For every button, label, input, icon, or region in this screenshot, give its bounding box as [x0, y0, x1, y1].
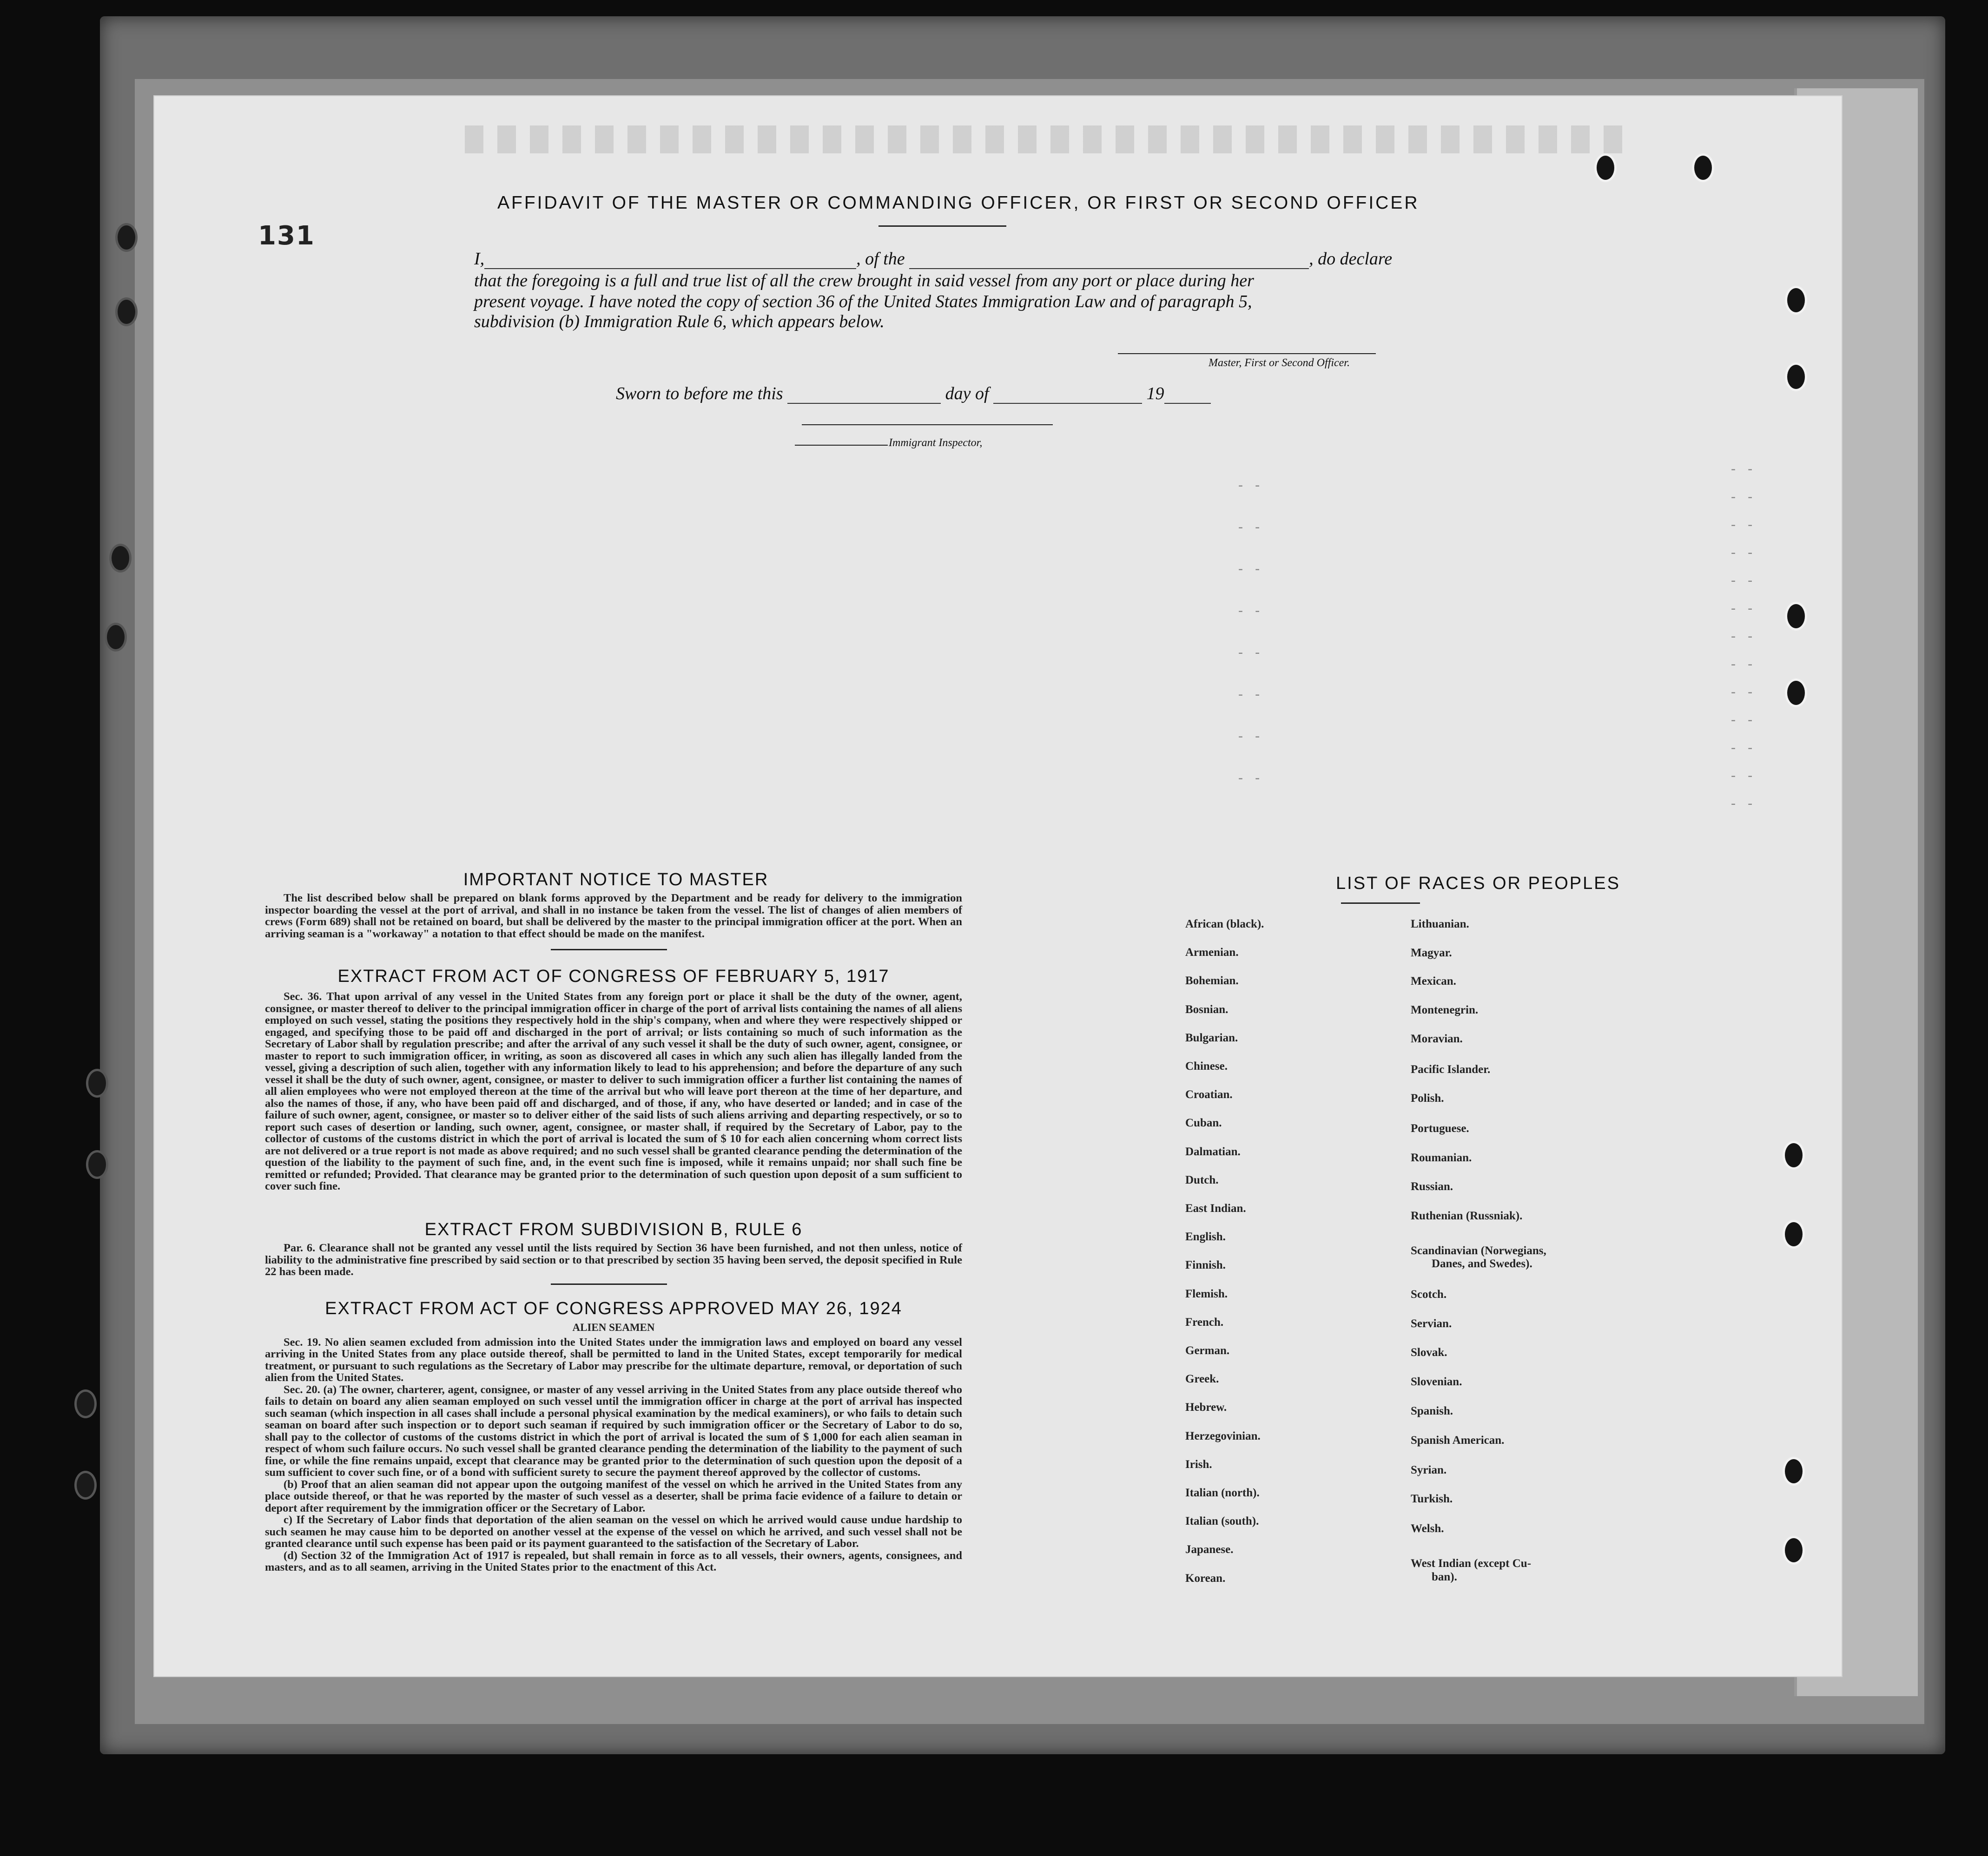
race-item: Spanish.	[1411, 1405, 1453, 1417]
punch-hole-icon	[1783, 1457, 1805, 1486]
notice-paragraph: The list described below shall be prepared on blank forms approved by the Department and be ready for delivery to the immigration inspector boarding the vessel at the port of arrival, and shall in no instance be taken from the vessel. The list of changes of alien members of crews (Form 689) shall not be retained on board, but shall be delivered by the master to the principal immigration officer at the port. When an arriving seaman is a "workaway" a notation to that effect should be made on the manifest.	[265, 892, 962, 940]
race-item: English.	[1185, 1231, 1226, 1244]
alien-seamen-subtitle: ALIEN SEAMEN	[572, 1322, 655, 1333]
punch-hole-icon	[115, 223, 138, 252]
race-item: Russian.	[1411, 1180, 1453, 1193]
section-20a-paragraph: Sec. 20. (a) The owner, charterer, agent, consignee, or master of any vessel arriving in the United States from any place outside thereof who fails to detain on board any alien seaman employed on such vessel until the immigration officer in charge at the port of arrival has inspected such seaman (which inspection in all cases shall include a personal physical examination by the medical examiners), or who fails to detain such seaman on board after such inspection or to deport such seaman if required by such immigration officer or the Secretary of Labor to do so, shall pay to the collector of customs of the customs district in which the port of arrival is located the sum of $ 1,000 for each alien seaman in respect of whom such failure occurs. No such vessel shall be granted clearance pending the determination of the liability to the payment of such fine, or while the fine remains unpaid, except that clearance may be granted prior to the determination of such question upon the deposit of a sum sufficient to cover such fine, or of a bond with sufficient surety to secure the payment thereof approved by the collector of customs.	[265, 1383, 962, 1479]
race-item: Flemish.	[1185, 1287, 1228, 1300]
faint-dashes: - - - - - - - - - - - - - - - - - - - - - - - - - -	[1729, 461, 1755, 812]
page-number-stamp: 131	[258, 221, 315, 251]
race-item: Italian (north).	[1185, 1487, 1260, 1499]
section-19-paragraph: Sec. 19. No alien seamen excluded from admission into the United States under the immigration laws and employed on board any vessel arriving in the United States from any place outside thereof, shall be permitted to land in the United States, except temporarily for medical treatment, or pursuant to such regulations as the Secretary of Labor may prescribe for the ultimate departure, removal, or deportation of such alien from the United States.	[265, 1336, 962, 1384]
affidavit-title: AFFIDAVIT OF THE MASTER OR COMMANDING OFFICER, OR FIRST OR SECOND OFFICER	[497, 193, 1420, 213]
races-title: LIST OF RACES OR PEOPLES	[1336, 874, 1620, 893]
race-item: Pacific Islander.	[1411, 1063, 1491, 1076]
extract-1917-title: EXTRACT FROM ACT OF CONGRESS OF FEBRUARY 5, 1917	[337, 967, 890, 986]
notice-rule	[551, 949, 667, 950]
punch-hole-icon	[74, 1471, 97, 1500]
sworn-month-blank[interactable]	[993, 389, 1142, 404]
punch-hole-icon	[1783, 1220, 1805, 1249]
rule6-text	[265, 1242, 962, 1278]
punch-hole-icon	[86, 1150, 108, 1179]
race-item: Scotch.	[1411, 1288, 1447, 1301]
race-item: Scandinavian (Norwegians,	[1411, 1244, 1546, 1257]
races-title-rule	[1341, 902, 1420, 904]
race-item: Mexican.	[1411, 975, 1456, 987]
master-signature-line	[1118, 353, 1376, 354]
race-item: ban).	[1432, 1571, 1457, 1583]
punch-hole-icon	[1785, 678, 1807, 707]
punch-hole-icon	[105, 623, 127, 652]
faint-dashes: - - - - - - - - - - - - - - - -	[1236, 477, 1262, 786]
notice-text	[265, 892, 962, 940]
race-item: East Indian.	[1185, 1202, 1246, 1215]
race-item: Italian (south).	[1185, 1515, 1259, 1528]
affidavit-title-rule	[878, 225, 1006, 227]
sworn-month-prefix: day of	[945, 384, 989, 403]
section-20d-paragraph: (d) Section 32 of the Immigration Act of 1917 is repealed, but shall remain in force as to all vessels, their owners, agents, consignees, and masters, and as to all seamen, arriving in the United States prior to the enactment of this Act.	[265, 1549, 962, 1573]
punch-hole-icon	[1692, 153, 1714, 182]
declarant-name-blank[interactable]	[484, 254, 856, 269]
punch-hole-icon	[1785, 286, 1807, 315]
race-item: Dalmatian.	[1185, 1145, 1241, 1158]
race-item: Greek.	[1185, 1373, 1219, 1386]
punch-hole-icon	[1785, 362, 1807, 391]
race-item: Roumanian.	[1411, 1152, 1472, 1164]
race-item: Bosnian.	[1185, 1003, 1228, 1016]
punch-hole-icon	[115, 297, 138, 326]
race-item: Lithuanian.	[1411, 918, 1469, 930]
paragraph-6: Par. 6. Clearance shall not be granted any vessel until the lists required by Section 36 have been furnished, and not then unless, notice of liability to the administrative fine prescribed by said section or to that prescribed by section 35 having been served, the deposit specified in Rule 22 has been made.	[265, 1242, 962, 1278]
sworn-year-blank[interactable]	[1164, 389, 1211, 404]
extract-1924-text	[265, 1321, 962, 1573]
race-item: Moravian.	[1411, 1033, 1463, 1045]
extract-1917-text	[265, 991, 962, 1192]
inspector-prefix-line	[795, 445, 888, 446]
master-signature-label: Master, First or Second Officer.	[1209, 357, 1350, 369]
race-item: Dutch.	[1185, 1173, 1219, 1186]
punch-hole-icon	[1783, 1536, 1805, 1565]
bleed-through	[465, 125, 1627, 153]
race-item: Montenegrin.	[1411, 1004, 1479, 1016]
race-item: French.	[1185, 1316, 1224, 1329]
inspector-label: Immigrant Inspector,	[889, 437, 983, 449]
race-item: Croatian.	[1185, 1088, 1233, 1101]
sworn-prefix: Sworn to before me this	[616, 384, 783, 403]
race-item: Armenian.	[1185, 946, 1239, 959]
race-item: Irish.	[1185, 1458, 1212, 1471]
race-item: Hebrew.	[1185, 1401, 1227, 1414]
affidavit-text-line: present voyage. I have noted the copy of section 36 of the United States Immigration Law and of paragraph 5,	[474, 292, 1252, 311]
race-item: African (black).	[1185, 918, 1264, 930]
declarant-prefix: I,	[474, 249, 485, 269]
declare-text: , do declare	[1309, 249, 1393, 269]
sworn-line	[616, 383, 1211, 404]
rule6-rule	[551, 1283, 667, 1285]
race-item: Magyar.	[1411, 947, 1452, 959]
affidavit-text-line: that the foregoing is a full and true list of all the crew brought in said vessel from any port or place during her	[474, 271, 1254, 290]
race-item: Portuguese.	[1411, 1122, 1469, 1135]
punch-hole-icon	[1594, 153, 1617, 182]
race-item: Herzegovinian.	[1185, 1429, 1261, 1442]
race-item: West Indian (except Cu-	[1411, 1557, 1532, 1570]
punch-hole-icon	[86, 1069, 108, 1098]
race-item: Polish.	[1411, 1092, 1444, 1105]
race-item: Bohemian.	[1185, 974, 1239, 987]
rule6-title: EXTRACT FROM SUBDIVISION B, RULE 6	[424, 1220, 803, 1239]
race-item: Bulgarian.	[1185, 1031, 1238, 1044]
race-item: Finnish.	[1185, 1259, 1226, 1272]
punch-hole-icon	[1783, 1141, 1805, 1170]
vessel-name-blank[interactable]	[909, 254, 1309, 269]
race-item: German.	[1185, 1344, 1230, 1357]
race-item: Slovenian.	[1411, 1376, 1462, 1388]
punch-hole-icon	[74, 1389, 97, 1418]
section-20b-paragraph: (b) Proof that an alien seaman did not appear upon the outgoing manifest of the vessel on which he arrived in the United States from any place outside thereof, or that he was reported by the master of such vessel as a deserter, shall be prima facie evidence of a failure to detain or deport after requirement by the immigration officer or the Secretary of Labor.	[265, 1478, 962, 1514]
race-item: Servian.	[1411, 1317, 1452, 1330]
punch-hole-icon	[109, 544, 132, 573]
race-item: Japanese.	[1185, 1543, 1234, 1556]
race-item: Ruthenian (Russniak).	[1411, 1210, 1523, 1222]
race-item: Spanish American.	[1411, 1434, 1505, 1447]
race-item: Slovak.	[1411, 1346, 1447, 1359]
vessel-prefix: , of the	[856, 249, 905, 269]
punch-hole-icon	[1785, 602, 1807, 631]
section-20c-paragraph: c) If the Secretary of Labor finds that deportation of the alien seaman on the vessel on which he arrived would cause undue hardship to such seamen he may cause him to be deported on another vessel at the expense of the vessel on which he arrived, and such vessel shall not be granted clearance until such expense has been paid or its payment guaranteed to the satisfaction of the Secretary of Labor.	[265, 1514, 962, 1550]
race-item: Danes, and Swedes).	[1432, 1257, 1532, 1270]
race-item: Welsh.	[1411, 1522, 1444, 1535]
section-36-paragraph: Sec. 36. That upon arrival of any vessel in the United States from any foreign port or place it shall be the duty of the owner, agent, consignee, or master thereof to deliver to the principal immigration officer in charge of the port of arrival lists containing the names of all aliens employed on such vessel, stating the positions they respectively hold in the ship's company, when and where they were respectively shipped or engaged, and specifying those to be paid off and discharged in the port of arrival; or lists containing so much of such information as the Secretary of Labor shall by regulation prescribe; and after the arrival of any such vessel it shall be the duty of such owner, agent, consignee, or master to report to such immigration officer, in writing, as soon as discovered all cases in which any such alien has illegally landed from the vessel, giving a description of such alien, together with any information likely to lead to his apprehension; and before the departure of any such vessel it shall be the duty of such owner, agent, consignee, or master to deliver to such immigration officer a further list containing the names of all alien employees who were not employed thereon at the time of the arrival but who will leave port thereon at the time of her departure, and also the names of those, if any, who have been paid off and discharged, and of those, if any, who have deserted or landed; and in case of the failure of such owner, agent, consignee, or master so to deliver either of the said lists of such aliens arriving and departing respectively, or so to report such cases of desertion or landing, such owner, agent, consignee, or master shall, if required by the Secretary of Labor, pay to the collector of customs of the customs district in which the port of arrival is located the sum of $ 10 for each alien concerning whom correct lists are not delivered or a true report is not made as above required; and no such vessel shall be granted clearance pending the determination of the question of the liability to the payment of such fine, and, in the event such fine is imposed, while it remains unpaid; nor shall such fine be remitted or refunded; Provided. That clearance may be granted prior to the determination of such question upon deposit of a sum sufficient to cover such fine.	[265, 990, 962, 1192]
extract-1924-title: EXTRACT FROM ACT OF CONGRESS APPROVED MAY 26, 1924	[325, 1299, 902, 1318]
race-item: Turkish.	[1411, 1493, 1453, 1505]
race-item: Syrian.	[1411, 1464, 1447, 1476]
affidavit-declaration-line	[474, 249, 1392, 269]
sworn-year-prefix: 19	[1146, 384, 1164, 403]
notice-title: IMPORTANT NOTICE TO MASTER	[463, 870, 769, 889]
affidavit-text-line: subdivision (b) Immigration Rule 6, which appears below.	[474, 312, 885, 331]
sworn-day-blank[interactable]	[787, 389, 941, 404]
race-item: Chinese.	[1185, 1060, 1228, 1073]
inspector-signature-line	[802, 424, 1053, 425]
race-item: Korean.	[1185, 1572, 1226, 1585]
race-item: Cuban.	[1185, 1117, 1222, 1130]
